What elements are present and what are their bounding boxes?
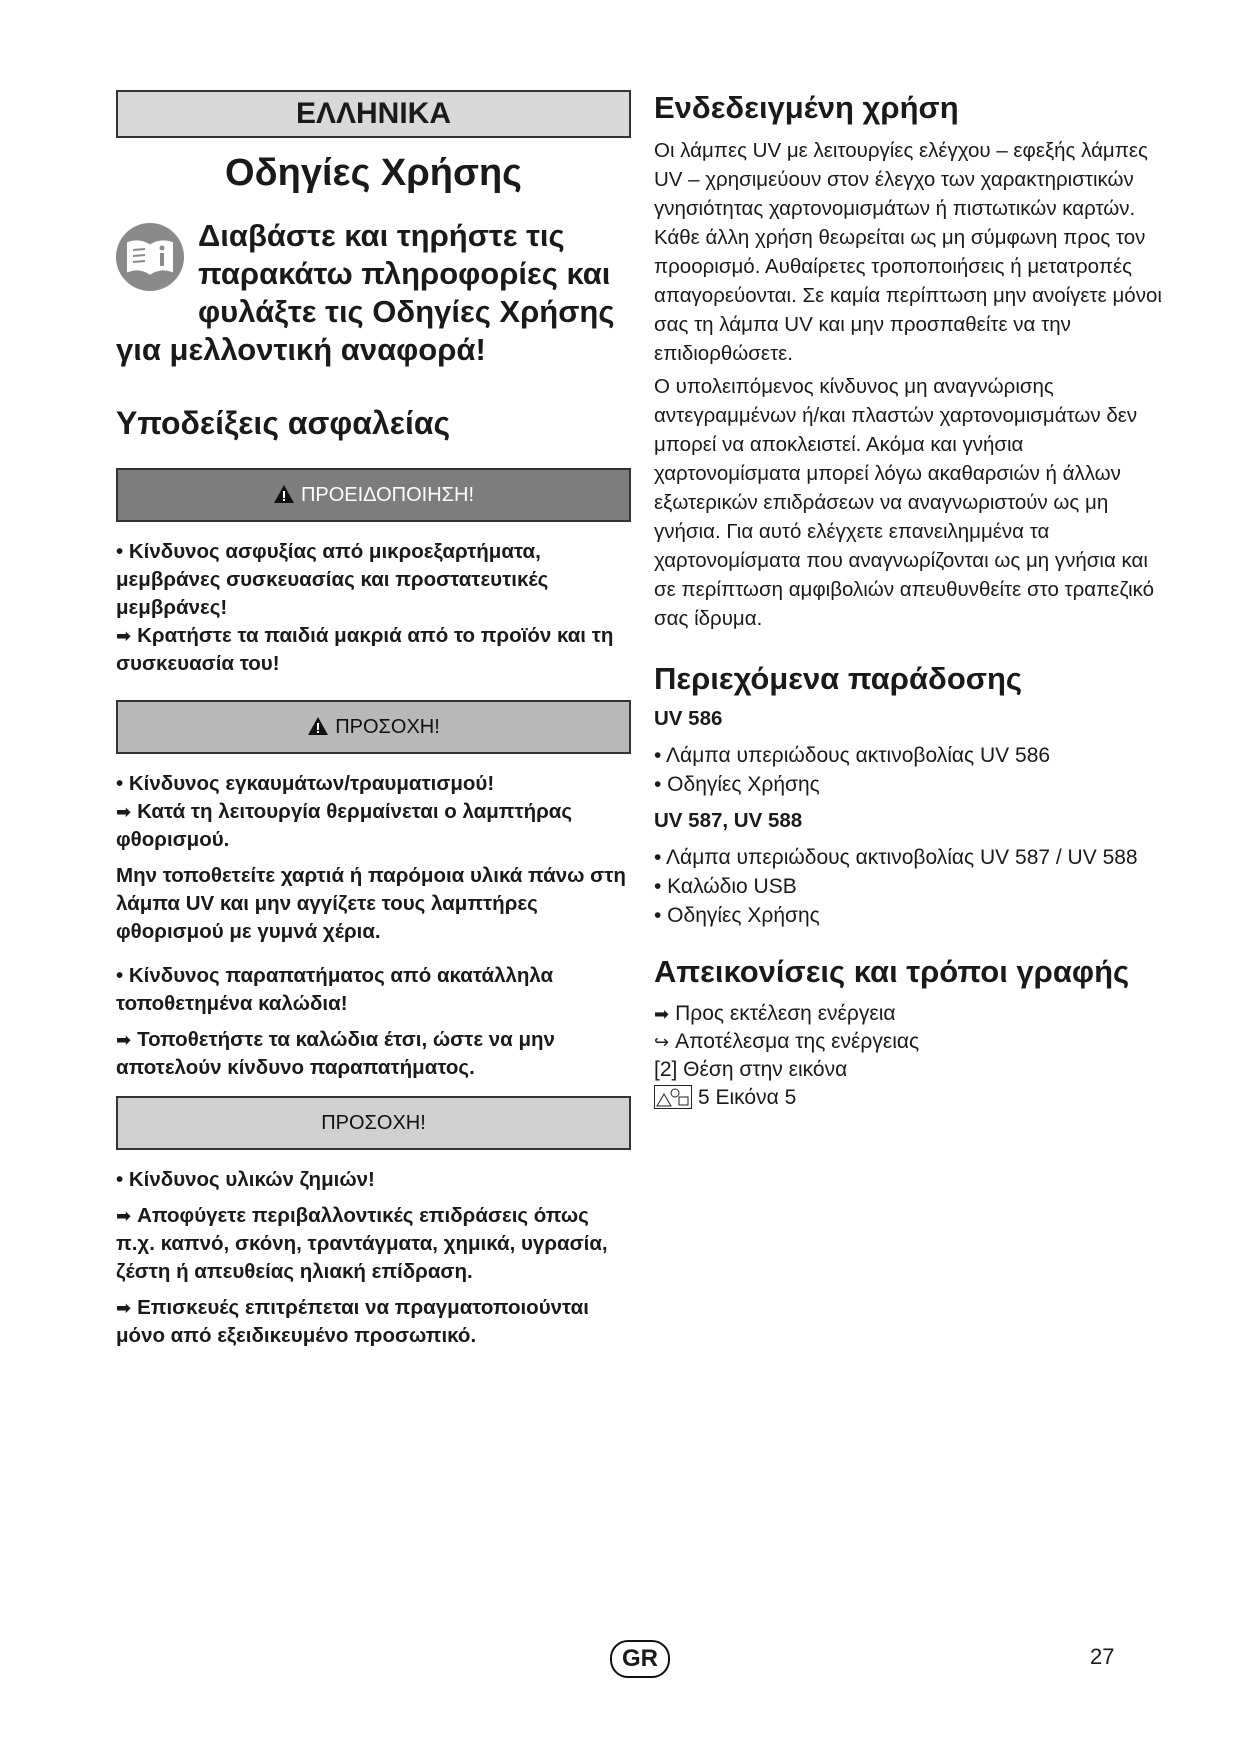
model-uv586: UV 586	[654, 707, 723, 730]
read-notice-text: Διαβάστε και τηρήστε τις παρακάτω πληροφορίες και φυλάξτε τις Οδηγίες Χρήσης για μελλοντική αναφορά!	[116, 218, 615, 367]
burn-action-text: Κατά τη λειτουργία θερμαίνεται ο λαμπτήρας φθορισμού.	[116, 800, 573, 851]
damage-hazard: • Κίνδυνος υλικών ζημιών!	[116, 1168, 375, 1191]
choking-action	[116, 622, 631, 678]
document-title: Οδηγίες Χρήσης	[225, 152, 522, 194]
trip-action-text: Τοποθετήστε τα καλώδια έτσι, ώστε να μην αποτελούν κίνδυνο παραπατήματος.	[116, 1028, 555, 1079]
burn-action	[116, 798, 631, 854]
warning-triangle-icon	[273, 473, 295, 523]
choking-hazard: • Κίνδυνος ασφυξίας από μικροεξαρτήματα, μεμβράνες συσκευασίας και προστατευτικές μεμβράνες!	[116, 540, 549, 619]
damage-action-1	[116, 1202, 631, 1286]
action-arrow-icon: ➡	[116, 626, 132, 646]
language-label: ΕΛΛΗΝΙΚΑ	[116, 90, 631, 138]
damage-action-2	[116, 1294, 631, 1350]
list-item: • Οδηγίες Χρήσης	[654, 904, 820, 927]
damage-action-1-text: Αποφύγετε περιβαλλοντικές επιδράσεις όπως π.χ. καπνό, σκόνη, τραντάγματα, χημικά, υγρασία, ζέστη ή απευθείας ηλιακή επίδραση.	[116, 1204, 608, 1283]
legend-action-text: Προς εκτέλεση ενέργεια	[675, 1002, 896, 1025]
conventions-heading: Απεικονίσεις και τρόποι γραφής	[654, 954, 1130, 989]
action-arrow-icon: ➡	[116, 802, 132, 822]
choking-action-text: Κρατήστε τα παιδιά μακριά από το προϊόν και τη συσκευασία του!	[116, 624, 614, 675]
burn-hazard: • Κίνδυνος εγκαυμάτων/τραυματισμού!	[116, 772, 495, 795]
book-info-icon	[116, 223, 184, 291]
intended-use-para-1: Οι λάμπες UV με λειτουργίες ελέγχου – εφεξής λάμπες UV – χρησιμεύουν στον έλεγχο των χαρακτηριστικών γνησιότητας χαρτονομισμάτων ή πιστωτικών καρτών.	[654, 139, 1148, 220]
legend-figure	[654, 1084, 1174, 1112]
left-column	[116, 90, 631, 1350]
legend-figure-text: 5 Εικόνα 5	[698, 1086, 797, 1109]
model-uv587-588: UV 587, UV 588	[654, 809, 803, 832]
trip-hazard: • Κίνδυνος παραπατήματος από ακατάλληλα τοποθετημένα καλώδια!	[116, 964, 554, 1015]
action-arrow-icon: ➡	[116, 1206, 132, 1226]
list-item: • Λάμπα υπεριώδους ακτινοβολίας UV 587 / UV 588	[654, 846, 1138, 869]
page-number: 27	[1090, 1644, 1115, 1669]
picture-icon	[654, 1085, 692, 1109]
legend-result-text: Αποτέλεσμα της ενέργειας	[675, 1030, 920, 1053]
list-item: • Καλώδιο USB	[654, 875, 797, 898]
caution-label-2: ΠΡΟΣΟΧΗ!	[321, 1112, 426, 1134]
warning-triangle-icon	[307, 705, 329, 755]
safety-heading: Υποδείξεις ασφαλείας	[116, 405, 451, 441]
action-arrow-icon: ➡	[116, 1030, 132, 1050]
burn-note: Μην τοποθετείτε χαρτιά ή παρόμοια υλικά πάνω στη λάμπα UV και μην αγγίζετε τους λαμπτήρες φθορισμού με γυμνά χέρια.	[116, 864, 626, 943]
action-arrow-icon: ➡	[654, 1004, 670, 1024]
caution-label-1: ΠΡΟΣΟΧΗ!	[335, 716, 440, 738]
intended-use-heading: Ενδεδειγμένη χρήση	[654, 90, 959, 125]
caution-banner-1	[116, 700, 631, 754]
action-arrow-icon: ➡	[116, 1298, 132, 1318]
legend-action	[654, 1000, 1174, 1028]
caution-banner-2	[116, 1096, 631, 1150]
intended-use-para-2: Κάθε άλλη χρήση θεωρείται ως μη σύμφωνη προς τον προορισμό. Αυθαίρετες τροποποιήσεις ή μετατροπές απαγορεύονται. Σε καμία περίπτωση μην ανοίγετε μόνοι σας τη λάμπα UV και μην προσπαθείτε να την επιδιορθώσετε.	[654, 226, 1162, 365]
list-item: • Λάμπα υπεριώδους ακτινοβολίας UV 586	[654, 744, 1051, 767]
warning-label: ΠΡΟΕΙΔΟΠΟΙΗΣΗ!	[300, 484, 475, 506]
contents-heading: Περιεχόμενα παράδοσης	[654, 661, 1023, 696]
country-badge: GR	[610, 1640, 670, 1678]
legend-position: [2] Θέση στην εικόνα	[654, 1058, 848, 1081]
warning-banner	[116, 468, 631, 522]
read-notice-block	[116, 217, 631, 369]
damage-action-2-text: Επισκευές επιτρέπεται να πραγματοποιούνται μόνο από εξειδικευμένο προσωπικό.	[116, 1296, 589, 1347]
trip-action	[116, 1026, 631, 1082]
list-item: • Οδηγίες Χρήσης	[654, 773, 820, 796]
legend-result	[654, 1028, 1174, 1056]
intended-use-para-3: Ο υπολειπόμενος κίνδυνος μη αναγνώρισης αντεγραμμένων ή/και πλαστών χαρτονομισμάτων δεν μπορεί να αποκλειστεί. Ακόμα και γνήσια χαρτονομίσματα μπορεί λόγω ακαθαρσιών ή άλλων εξωτερικών επιδράσεων να αναγνωριστούν ως μη γνήσια. Για αυτό ελέγχετε επανειλημμένα τα χαρτονομίσματα που αναγνωρίζονται ως μη γνήσια και σε περίπτωση αμφιβολιών απευθυνθείτε στο τραπεζικό σας ίδρυμα.	[654, 375, 1155, 630]
right-column	[654, 90, 1174, 1112]
result-arrow-icon: ↪	[654, 1032, 670, 1052]
